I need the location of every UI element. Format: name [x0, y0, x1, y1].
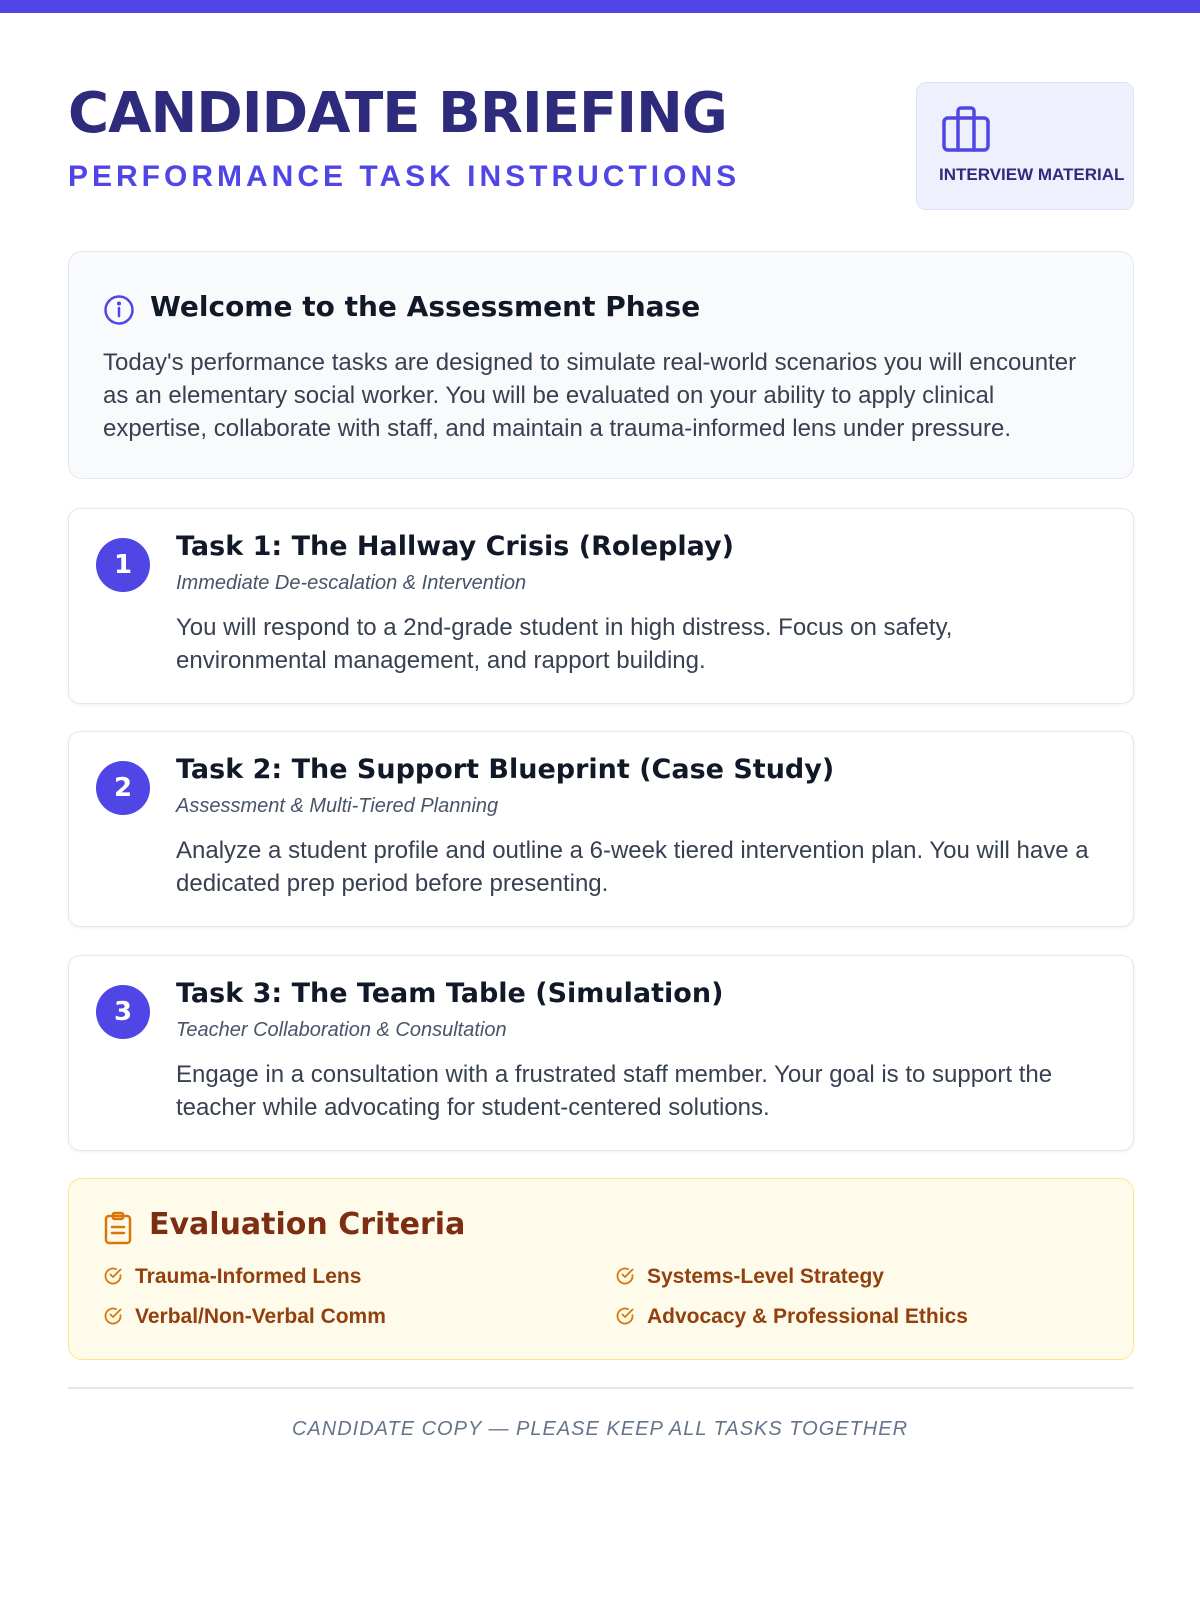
- task-description: You will respond to a 2nd-grade student in high distress. Focus on safety, environmental management, and rapport building.: [176, 614, 953, 674]
- criteria-item-label: Advocacy & Professional Ethics: [647, 1305, 968, 1328]
- task-subtitle: Assessment & Multi-Tiered Planning: [176, 795, 499, 817]
- criteria-item-label: Systems-Level Strategy: [647, 1265, 884, 1288]
- badge-label: INTERVIEW MATERIAL: [939, 165, 1125, 184]
- task-card: [68, 955, 1134, 1151]
- footer-divider: [68, 1387, 1134, 1389]
- task-description: Engage in a consultation with a frustrated staff member. Your goal is to support the teacher while advocating for student-centered solutions.: [176, 1061, 1053, 1121]
- task-number-badge: 3: [96, 985, 150, 1039]
- criteria-item-label: Verbal/Non-Verbal Comm: [135, 1305, 386, 1328]
- task-subtitle: Teacher Collaboration & Consultation: [176, 1019, 507, 1041]
- page-title: CANDIDATE BRIEFING: [68, 81, 727, 146]
- top-accent-bar: [0, 0, 1200, 13]
- criteria-title: Evaluation Criteria: [149, 1207, 466, 1242]
- criteria-item-label: Trauma-Informed Lens: [135, 1265, 362, 1288]
- task-number-badge: 1: [96, 538, 150, 592]
- welcome-panel: [68, 251, 1134, 479]
- check-circle-icon: [615, 1306, 635, 1326]
- interview-material-badge: [916, 82, 1134, 210]
- task-title: Task 3: The Team Table (Simulation): [176, 978, 724, 1009]
- task-title: Task 1: The Hallway Crisis (Roleplay): [176, 531, 734, 562]
- task-title: Task 2: The Support Blueprint (Case Study): [176, 754, 835, 785]
- footer-note: CANDIDATE COPY — PLEASE KEEP ALL TASKS TOGETHER: [291, 1418, 909, 1440]
- clipboard-icon: [103, 1211, 133, 1245]
- check-circle-icon: [103, 1266, 123, 1286]
- check-circle-icon: [103, 1306, 123, 1326]
- briefcase-icon: [941, 105, 991, 153]
- task-card: [68, 508, 1134, 704]
- welcome-title: Welcome to the Assessment Phase: [150, 290, 701, 323]
- evaluation-criteria-panel: [68, 1178, 1134, 1360]
- page-subtitle: PERFORMANCE TASK INSTRUCTIONS: [68, 160, 741, 193]
- info-icon: [103, 294, 135, 326]
- task-subtitle: Immediate De-escalation & Intervention: [176, 572, 527, 594]
- welcome-body: Today's performance tasks are designed to simulate real-world scenarios you will encounter as an elementary social worker. You will be evaluated on your ability to apply clinical expertise, collaborate with staff, and maintain a trauma-informed lens under pressure.: [103, 349, 1077, 442]
- task-description: Analyze a student profile and outline a 6-week tiered intervention plan. You will have a dedicated prep period before presenting.: [176, 837, 1089, 897]
- header: [68, 82, 1134, 212]
- check-circle-icon: [615, 1266, 635, 1286]
- task-card: [68, 731, 1134, 927]
- task-number-badge: 2: [96, 761, 150, 815]
